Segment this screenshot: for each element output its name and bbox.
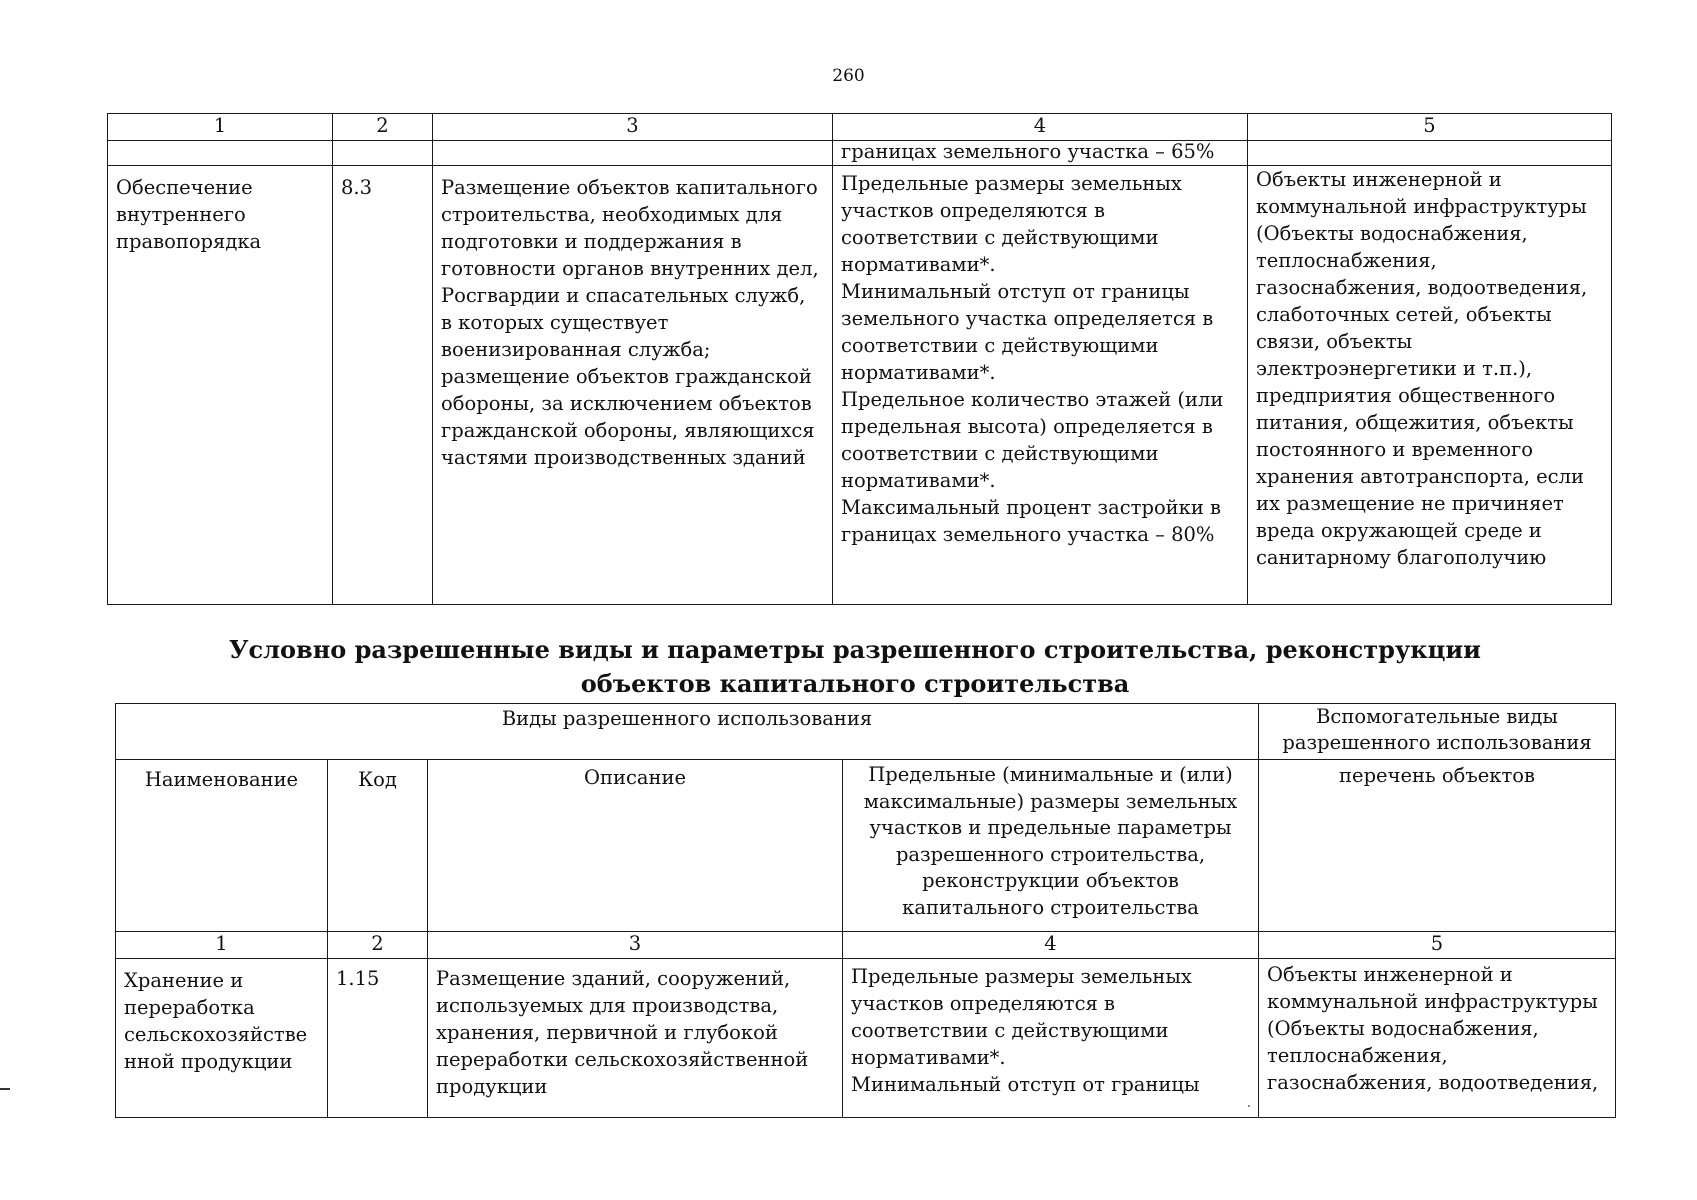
empty-cell xyxy=(433,141,833,166)
scan-artifact-speck xyxy=(1248,1105,1250,1107)
use-name-cell: Обеспечение внутреннего правопорядка xyxy=(108,166,333,605)
auxiliary-objects-cell: Объекты инженерной и коммунальной инфраструктуры (Объекты водоснабжения, теплоснабжения, газоснабжения, водоотведения, xyxy=(1259,959,1616,1118)
empty-cell xyxy=(333,141,433,166)
page-number: 260 xyxy=(832,66,865,86)
column-number-row xyxy=(108,114,1612,141)
section-heading: Условно разрешенные виды и параметры разрешенного строительства, реконструкции объектов капитального строительства xyxy=(229,635,1481,698)
column-number: 5 xyxy=(1259,932,1616,959)
column-number: 3 xyxy=(428,932,843,959)
column-number: 4 xyxy=(833,114,1248,141)
table-row xyxy=(108,166,1612,605)
continuation-row xyxy=(108,141,1612,166)
column-number: 5 xyxy=(1248,114,1612,141)
continued-parameters-cell: границах земельного участка – 65% xyxy=(833,141,1248,166)
column-number: 2 xyxy=(328,932,428,959)
use-code-cell: 8.3 xyxy=(333,166,433,605)
use-parameters-cell: Предельные размеры земельных участков определяются в соответствии с действующими нормативами*. Минимальный отступ от границы xyxy=(843,959,1259,1118)
header-parameters: Предельные (минимальные и (или) максимальные) размеры земельных участков и предельные параметры разрешенного строительства, реконструкции объектов капитального строительства xyxy=(843,760,1259,932)
header-description: Описание xyxy=(428,760,843,932)
conditionally-permitted-use-table xyxy=(115,703,1616,1118)
header-name: Наименование xyxy=(116,760,328,932)
table-row xyxy=(116,959,1616,1118)
column-number-row xyxy=(116,932,1616,959)
use-parameters-cell: Предельные размеры земельных участков определяются в соответствии с действующими нормативами*. Минимальный отступ от границы земельного участка определяется в соответствии с действующими нормативами*. Предельное количество этажей (или предельная высота) определяется в соответствии с действующими нормативами*. Максимальный процент застройки в границах земельного участка – 80% xyxy=(833,166,1248,605)
header-group-auxiliary-uses: Вспомогательные виды разрешенного использования xyxy=(1259,704,1616,760)
column-number: 3 xyxy=(433,114,833,141)
permitted-use-table-continued xyxy=(107,113,1612,605)
empty-cell xyxy=(108,141,333,166)
scan-artifact-dash xyxy=(0,1088,10,1090)
use-description-cell: Размещение зданий, сооружений, используемых для производства, хранения, первичной и глубокой переработки сельскохозяйственной продукции xyxy=(428,959,843,1118)
empty-cell xyxy=(1248,141,1612,166)
column-number: 4 xyxy=(843,932,1259,959)
use-code-cell: 1.15 xyxy=(328,959,428,1118)
use-description-cell: Размещение объектов капитального строительства, необходимых для подготовки и поддержания в готовности органов внутренних дел, Росгвардии и спасательных служб, в которых существует военизированная служба; размещение объектов гражданской обороны, за исключением объектов гражданской обороны, являющихся частями производственных зданий xyxy=(433,166,833,605)
header-group-row xyxy=(116,704,1616,760)
column-number: 1 xyxy=(116,932,328,959)
header-code: Код xyxy=(328,760,428,932)
header-group-permitted-uses: Виды разрешенного использования xyxy=(116,704,1259,760)
column-number: 2 xyxy=(333,114,433,141)
auxiliary-objects-cell: Объекты инженерной и коммунальной инфраструктуры (Объекты водоснабжения, теплоснабжения, газоснабжения, водоотведения, слаботочных сетей, объекты связи, объекты электроэнергетики и т.п.), предприятия общественного питания, общежития, объекты постоянного и временного хранения автотранспорта, если их размещение не причиняет вреда окружающей среде и санитарному благополучию xyxy=(1248,166,1612,605)
column-number: 1 xyxy=(108,114,333,141)
header-objects-list: перечень объектов xyxy=(1259,760,1616,932)
header-row xyxy=(116,760,1616,932)
use-name-cell: Хранение и переработка сельскохозяйстве нной продукции xyxy=(116,959,328,1118)
